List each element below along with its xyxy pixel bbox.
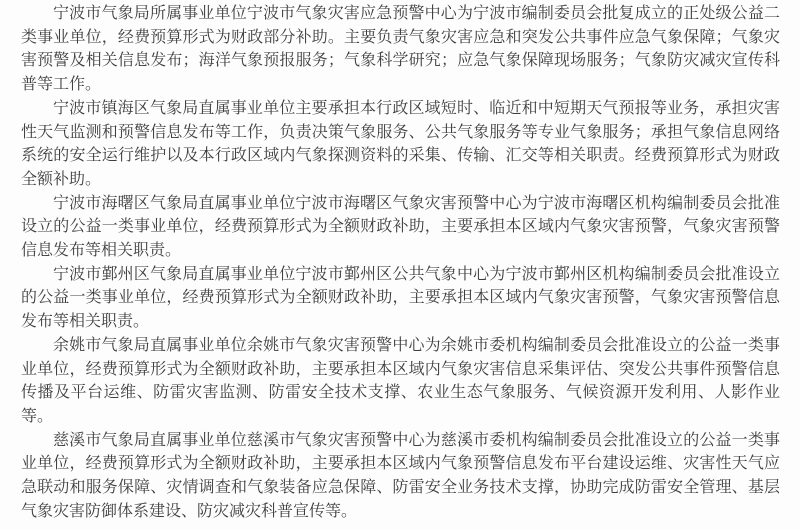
paragraph-haishu-district: 宁波市海曙区气象局直属事业单位宁波市海曙区气象灾害预警中心为宁波市海曙区机构编制委员会批准设立的公益一类事业单位，经费预算形式为全额财政补助，主要承担本区域内气象灾害预警，气象灾害预警信息发布等相关职责。: [21, 194, 780, 260]
paragraph-cixi-city: 慈溪市气象局直属事业单位慈溪市气象灾害预警中心为慈溪市委机构编制委员会批准设立的公益一类事业单位，经费预算形式为全额财政补助，主要承担本区域内气象预警信息发布平台建设运维、灾害性天气应急联动和服务保障、灾情调查和气象装备应急保障、防雷安全业务技术支撑，协助完成防雷安全管理、基层气象灾害防御体系建设、防灾减灾科普宣传等。: [21, 431, 780, 520]
paragraph-yuyao-city: 余姚市气象局直属事业单位余姚市气象灾害预警中心为余姚市委机构编制委员会批准设立的公益一类事业单位，经费预算形式为全额财政补助，主要承担本区域内气象灾害信息采集评估、突发公共事件预警信息传播及平台运维、防雷灾害监测、防雷安全技术支撑、农业生态气象服务、气候资源开发利用、人影作业等。: [21, 336, 780, 425]
paragraph-zhenhai-district: 宁波市镇海区气象局直属事业单位主要承担本行政区域短时、临近和中短期天气预报等业务，承担灾害性天气监测和预警信息发布等工作，负责决策气象服务、公共气象服务等专业气象服务；承担气象信息网络系统的安全运行维护以及本行政区域内气象探测资料的采集、传输、汇交等相关职责。经费预算形式为财政全额补助。: [21, 99, 780, 188]
paragraph-ningbo-city-bureau: 宁波市气象局所属事业单位宁波市气象灾害应急预警中心为宁波市编制委员会批复成立的正处级公益二类事业单位，经费预算形式为财政部分补助。主要负责气象灾害应急和突发公共事件应急气象保障；气象灾害预警及相关信息发布；海洋气象预报服务；气象科学研究；应急气象保障现场服务；气象防灾减灾宣传科普等工作。: [21, 5, 780, 94]
paragraph-yinzhou-district: 宁波市鄞州区气象局直属事业单位宁波市鄞州区公共气象中心为宁波市鄞州区机构编制委员会批准设立的公益一类事业单位，经费预算形式为全额财政补助，主要承担本区域内气象灾害预警，气象灾害预警信息发布等相关职责。: [21, 265, 780, 331]
